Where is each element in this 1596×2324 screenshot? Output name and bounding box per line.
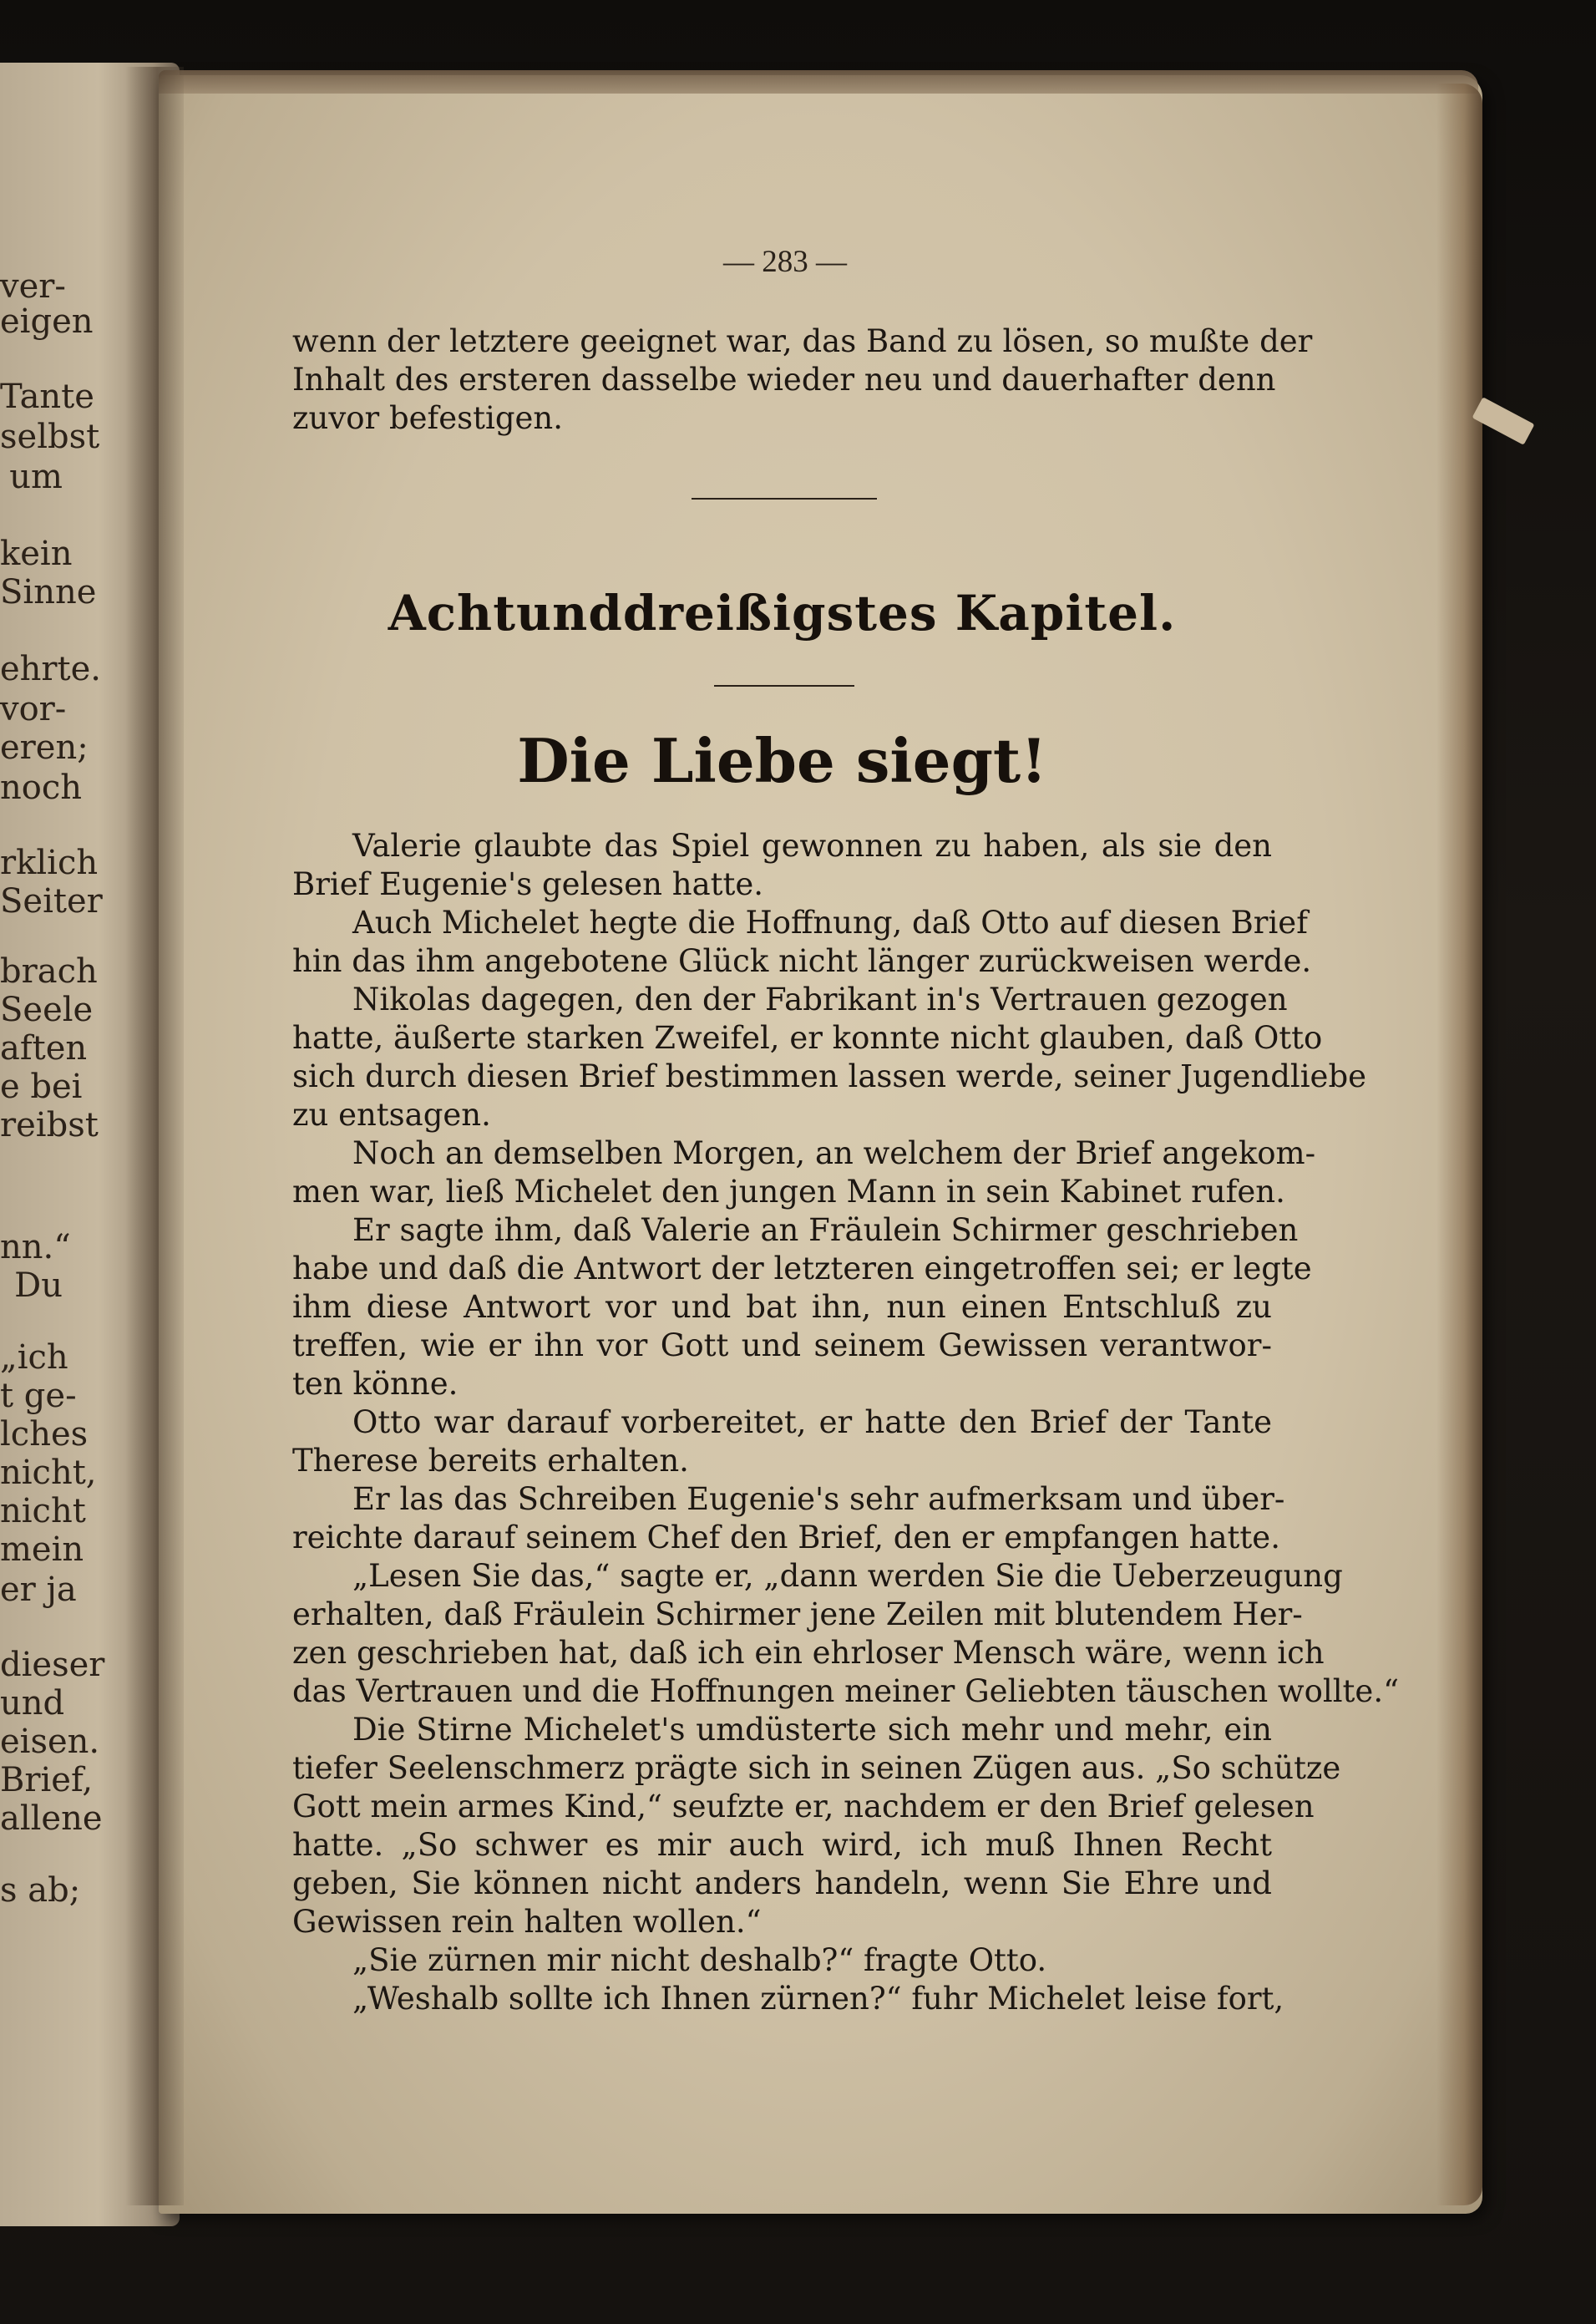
text-line: Die Stirne Michelet's umdüsterte sich mehr und mehr, ein <box>352 1712 1272 1748</box>
text-line: treffen, wie er ihn vor Gott und seinem Gewissen verantwor- <box>292 1327 1272 1363</box>
text-line: zuvor befestigen. <box>292 400 563 436</box>
text-line: Otto war darauf vorbereitet, er hatte den Brief der Tante <box>352 1404 1272 1440</box>
text-line: das Vertrauen und die Hoffnungen meiner Geliebten täuschen wollte.“ <box>292 1673 1399 1709</box>
previous-page-text-fragment: aften <box>0 1029 88 1068</box>
text-line: Noch an demselben Morgen, an welchem der Brief angekom- <box>352 1135 1316 1171</box>
previous-page-text-fragment: rklich <box>0 844 99 882</box>
text-line: Nikolas dagegen, den der Fabrikant in's Vertrauen gezogen <box>352 982 1288 1017</box>
chapter-divider-top <box>692 498 877 500</box>
previous-page-text-fragment: t ge- <box>0 1377 77 1415</box>
previous-page-text-fragment: nn.“ <box>0 1228 71 1266</box>
text-line: reichte darauf seinem Chef den Brief, den er empfangen hatte. <box>292 1520 1280 1555</box>
previous-page-text-fragment: Sinne <box>0 573 97 611</box>
previous-page-text-fragment: Seiter <box>0 882 103 921</box>
previous-page-text-fragment: um <box>9 458 63 496</box>
previous-page-text-fragment: noch <box>0 769 83 807</box>
text-line: Er las das Schreiben Eugenie's sehr aufmerksam und über- <box>352 1481 1285 1517</box>
previous-page-text-fragment: brach <box>0 952 98 991</box>
previous-page-text-fragment: allene <box>0 1799 103 1838</box>
previous-page-text-fragment: s ab; <box>0 1871 81 1910</box>
previous-page-text-fragment: Brief, <box>0 1761 94 1799</box>
text-line: tiefer Seelenschmerz prägte sich in seinen Zügen aus. „So schütze <box>292 1750 1341 1786</box>
previous-page-text-fragment: eisen. <box>0 1723 100 1761</box>
previous-page-text-fragment: nicht <box>0 1492 86 1530</box>
previous-page-text-fragment: reibst <box>0 1106 99 1144</box>
text-line: Er sagte ihm, daß Valerie an Fräulein Schirmer geschrieben <box>352 1212 1299 1248</box>
previous-page-text-fragment: Du <box>14 1266 63 1305</box>
previous-page-text-fragment: kein <box>0 535 73 573</box>
text-line: hatte. „So schwer es mir auch wird, ich muß Ihnen Recht <box>292 1827 1272 1863</box>
previous-page-text-fragment: eren; <box>0 728 89 767</box>
previous-page-text-fragment: ehrte. <box>0 650 102 688</box>
text-line: geben, Sie können nicht anders handeln, wenn Sie Ehre und <box>292 1865 1272 1901</box>
text-line: Brief Eugenie's gelesen hatte. <box>292 866 764 902</box>
previous-page-text-fragment: dieser <box>0 1646 105 1684</box>
text-line: „Sie zürnen mir nicht deshalb?“ fragte Otto. <box>352 1942 1047 1978</box>
text-line: zu entsagen. <box>292 1097 491 1133</box>
text-line: zen geschrieben hat, daß ich ein ehrloser Mensch wäre, wenn ich <box>292 1635 1325 1671</box>
previous-page-text-fragment: lches <box>0 1415 89 1454</box>
text-line: ihm diese Antwort vor und bat ihn, nun einen Entschluß zu <box>292 1289 1272 1325</box>
page-top-edge <box>159 70 1478 94</box>
text-line: ten könne. <box>292 1366 459 1402</box>
text-line: Valerie glaubte das Spiel gewonnen zu haben, als sie den <box>352 828 1272 864</box>
previous-page-text-fragment: er ja <box>0 1570 77 1609</box>
text-line: Gott mein armes Kind,“ seufzte er, nachdem er den Brief gelesen <box>292 1789 1315 1824</box>
previous-page-text-fragment: ver- <box>0 267 66 306</box>
book-gutter <box>125 67 184 2205</box>
page-right-edge <box>1436 84 1482 2205</box>
text-line: erhalten, daß Fräulein Schirmer jene Zeilen mit blutendem Her- <box>292 1596 1303 1632</box>
previous-page-text-fragment: Tante <box>0 378 94 416</box>
previous-page-text-fragment: eigen <box>0 302 94 341</box>
previous-page-text-fragment: mein <box>0 1530 84 1569</box>
previous-page-text-fragment: und <box>0 1684 65 1723</box>
previous-page-text-fragment: vor- <box>0 690 67 728</box>
text-line: habe und daß die Antwort der letzteren eingetroffen sei; er legte <box>292 1251 1312 1286</box>
text-line: Inhalt des ersteren dasselbe wieder neu und dauerhafter denn <box>292 362 1276 398</box>
text-line: „Weshalb sollte ich Ihnen zürnen?“ fuhr Michelet leise fort, <box>352 1981 1284 2017</box>
text-line: men war, ließ Michelet den jungen Mann in sein Kabinet rufen. <box>292 1174 1285 1210</box>
chapter-subtitle: Die Liebe siegt! <box>517 725 1047 796</box>
text-line: Gewissen rein halten wollen.“ <box>292 1904 762 1940</box>
chapter-divider-bottom <box>714 685 854 687</box>
text-line: hatte, äußerte starken Zweifel, er konnte nicht glauben, daß Otto <box>292 1020 1323 1056</box>
previous-page-text-fragment: „ich <box>0 1338 68 1377</box>
text-line: Auch Michelet hegte die Hoffnung, daß Otto auf diesen Brief <box>352 905 1308 941</box>
text-line: wenn der letztere geeignet war, das Band zu lösen, so mußte der <box>292 323 1313 359</box>
previous-page-text-fragment: nicht, <box>0 1454 97 1492</box>
previous-page-text-fragment: e bei <box>0 1068 83 1106</box>
text-line: Therese bereits erhalten. <box>292 1443 689 1479</box>
previous-page-text-fragment: Seele <box>0 991 94 1029</box>
chapter-title: Achtunddreißigstes Kapitel. <box>388 585 1177 642</box>
page-number: — 283 — <box>723 245 847 279</box>
text-line: sich durch diesen Brief bestimmen lassen werde, seiner Jugendliebe <box>292 1058 1367 1094</box>
previous-page-text-fragment: selbst <box>0 418 100 456</box>
text-line: hin das ihm angebotene Glück nicht länger zurückweisen werde. <box>292 943 1312 979</box>
text-line: „Lesen Sie das,“ sagte er, „dann werden Sie die Ueberzeugung <box>352 1558 1343 1594</box>
